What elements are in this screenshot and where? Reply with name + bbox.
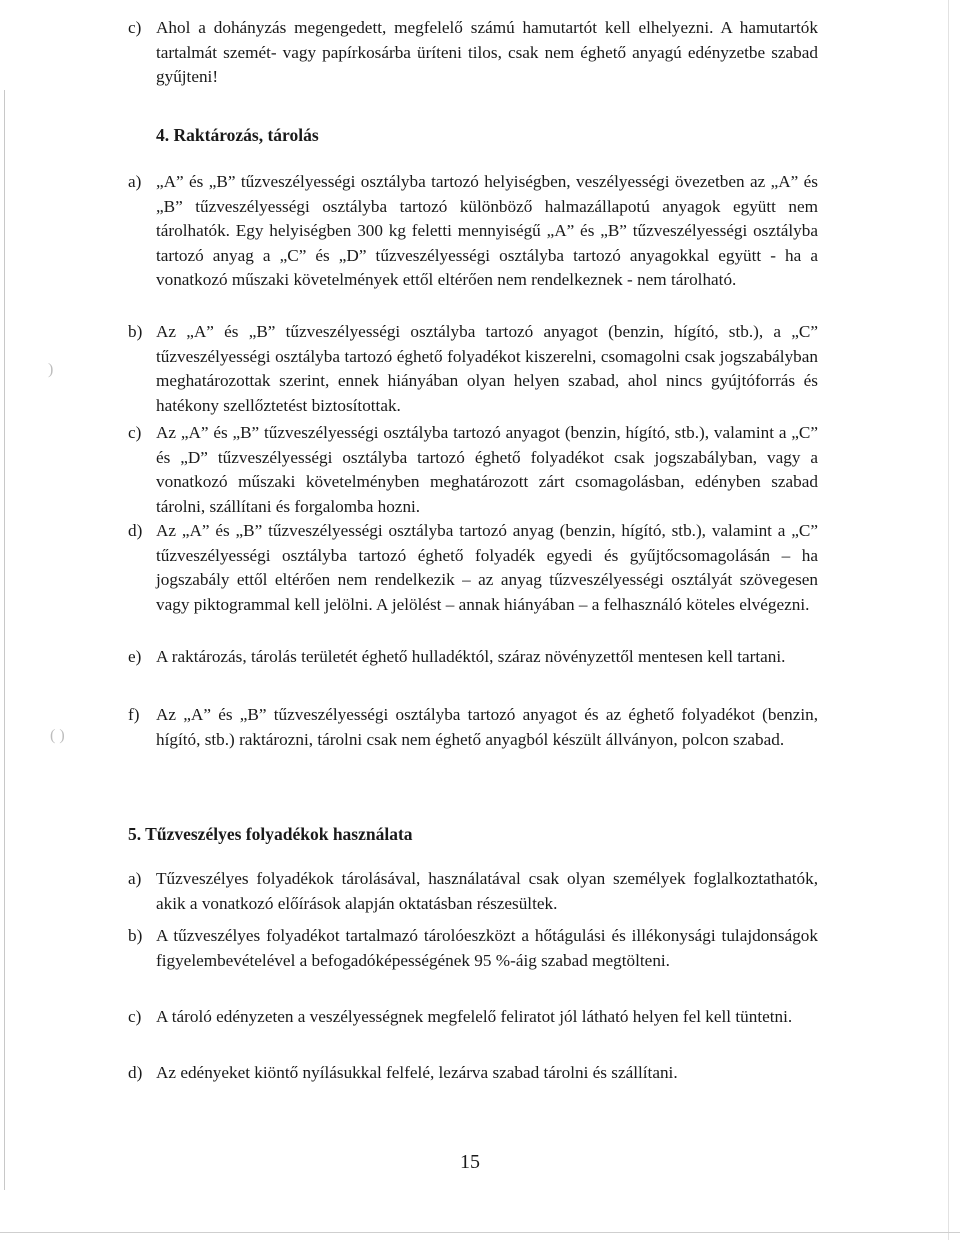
item-label: b) xyxy=(128,926,143,945)
item-text: Az „A” és „B” tűzveszélyességi osztályba tartozó anyagot (benzin, hígító, stb.), a „C” tűzveszélyességi osztályba tartozó éghető folyadékot kiszerelni, csomagolni csak jogszabályban meghatározottak szerint, ennek hiányában olyan helyen szabad, ahol nincs gyújtóforrás és hatékony szellőztetést biztosítottak. xyxy=(156,322,818,415)
scan-bottom-line xyxy=(0,1232,960,1233)
item-label: c) xyxy=(128,1007,142,1026)
section-4-title: 4. Raktározás, tárolás xyxy=(156,125,319,145)
item-text: Az „A” és „B” tűzveszélyességi osztályba tartozó anyag (benzin, hígító, stb.), valamint a „C” tűzveszélyességi osztályba tartozó éghető folyadék egyedi és gyűjtőcsomagolásán – ha jogszabály ettől eltérően nem rendelkezik – az anyag tűzveszélyességi osztályát szövegesen vagy piktogrammal kell jelölni. A jelölést – annak hiányában – a felhasználó köteles elvégezni. xyxy=(156,521,818,614)
scan-hole-mark: ( ) xyxy=(50,727,65,744)
item-label: e) xyxy=(128,647,142,666)
scan-edge-line xyxy=(4,90,5,1190)
scan-edge-line xyxy=(948,0,949,1240)
item-text: A tároló edényzeten a veszélyességnek megfelelő feliratot jól látható helyen fel kell tüntetni. xyxy=(156,1007,793,1026)
section-4-item-c xyxy=(128,421,818,519)
item-text: A raktározás, tárolás területét éghető hulladéktól, száraz növényzettől mentesen kell tartani. xyxy=(156,647,786,666)
section-4-item-d xyxy=(128,519,818,617)
section-5-item-c xyxy=(128,1005,818,1030)
item-text: „A” és „B” tűzveszélyességi osztályba tartozó helyiségben, veszélyességi övezetben az „A” és „B” tűzveszélyességi osztályba tartozó különböző halmazállapotú anyagok együtt nem tárolhatók. Egy helyiségben 300 kg feletti mennyiségű „A” és „B” tűzveszélyességi osztályba tartozó anyag a „C” és „D” tűzveszélyességi osztályba tartozó anyagokkal együtt - ha a vonatkozó műszaki követelmények ettől eltérően nem rendelkeznek - nem tárolható. xyxy=(156,172,818,289)
section-4-item-f xyxy=(128,703,818,752)
section-5-item-a xyxy=(128,867,818,916)
item-label: d) xyxy=(128,521,143,540)
item-label: f) xyxy=(128,705,140,724)
item-text: Az edényeket kiöntő nyílásukkal felfelé, lezárva szabad tárolni és szállítani. xyxy=(156,1063,678,1082)
section-4-item-e xyxy=(128,645,818,670)
section-5-item-b xyxy=(128,924,818,973)
item-label: c) xyxy=(128,423,142,442)
item-text: A tűzveszélyes folyadékot tartalmazó tárolóeszközt a hőtágulási és illékonysági tulajdonságok figyelembevételével a befogadóképességének 95 %-áig szabad megtölteni. xyxy=(156,926,818,970)
scan-hole-mark: ) xyxy=(48,361,54,378)
item-label: a) xyxy=(128,172,142,191)
section-5-item-d xyxy=(128,1061,818,1086)
item-text: Az „A” és „B” tűzveszélyességi osztályba tartozó anyagot és az éghető folyadékot (benzin, hígító, stb.) raktározni, tárolni csak nem éghető anyagból készült állványon, polcon szabad. xyxy=(156,705,818,749)
item-label: a) xyxy=(128,869,142,888)
section-4-item-a xyxy=(128,170,818,293)
item-label: d) xyxy=(128,1063,143,1082)
item-label: c) xyxy=(128,18,142,37)
item-text: Az „A” és „B” tűzveszélyességi osztályba tartozó anyagot (benzin, hígító, stb.), valamint a „C” és „D” tűzveszélyességi osztályba tartozó éghető folyadékot csak jogszabályban, vagy a vonatkozó műszaki követelményben meghatározott zárt csomagolásban, edényben szabad tárolni, szállítani és forgalomba hozni. xyxy=(156,423,818,516)
section-5-title: 5. Tűzveszélyes folyadékok használata xyxy=(128,824,413,844)
item-text: Tűzveszélyes folyadékok tárolásával, használatával csak olyan személyek foglalkoztathatók, akik a vonatkozó előírások alapján oktatásban részesültek. xyxy=(156,869,818,913)
intro-item-c xyxy=(128,16,818,90)
section-4-item-b xyxy=(128,320,818,418)
page-number: 15 xyxy=(460,1151,480,1173)
item-text: Ahol a dohányzás megengedett, megfelelő számú hamutartót kell elhelyezni. A hamutartók tartalmát szemét- vagy papírkosárba üríteni tilos, csak nem éghető anyagú edényzetbe szabad gyűjteni! xyxy=(156,18,818,86)
item-label: b) xyxy=(128,322,143,341)
